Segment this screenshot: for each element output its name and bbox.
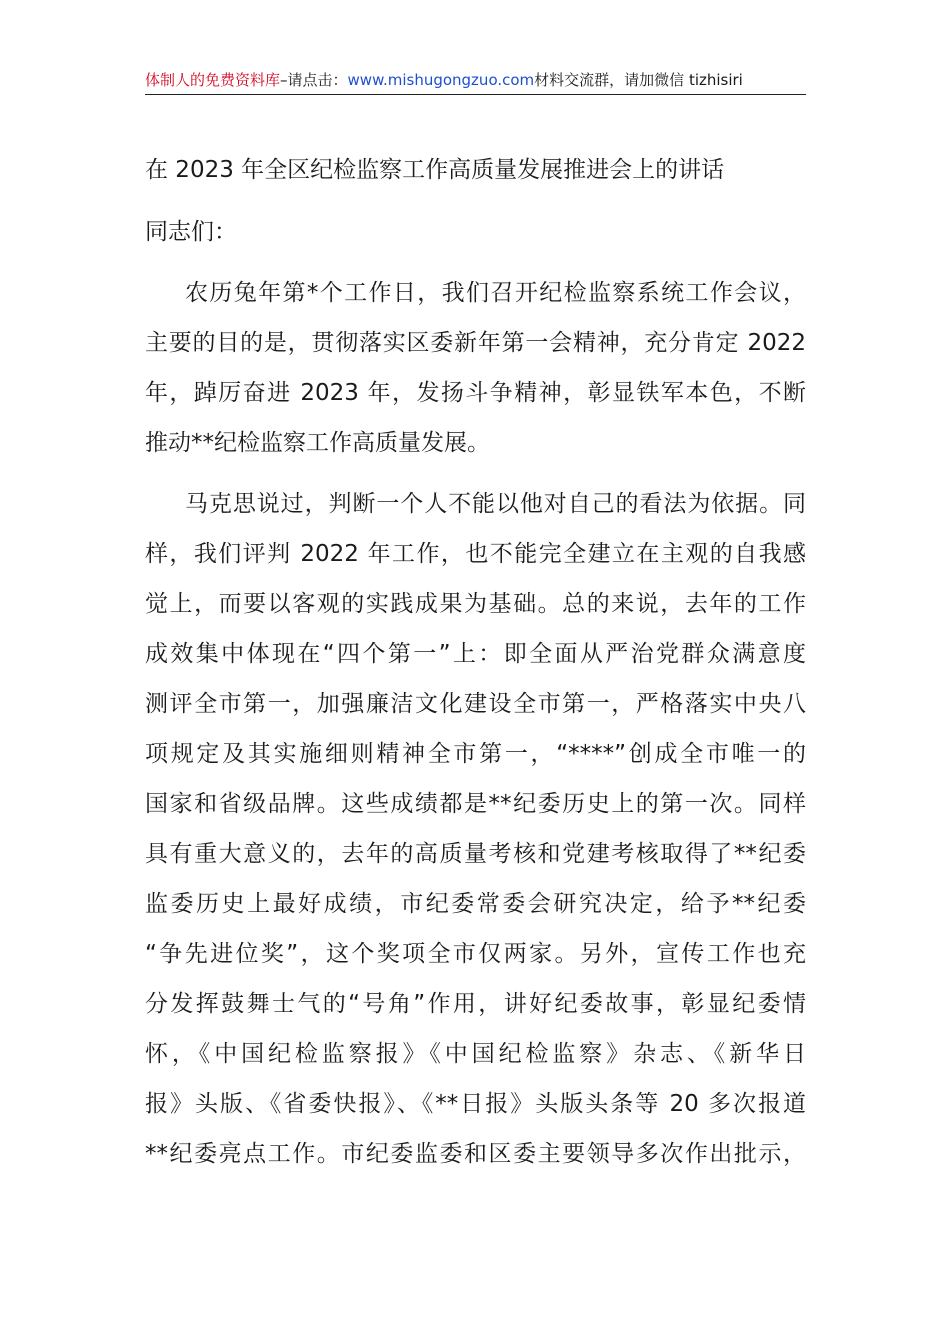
paragraph-line: 主要的目的是，贯彻落实区委新年第一会精神，充分肯定 2022 [145,330,806,356]
paragraph-line: 马克思说过，判断一个人不能以他对自己的看法为依据。同 [185,491,806,517]
document-title: 在 2023 年全区纪检监察工作高质量发展推进会上的讲话 [145,157,725,183]
paragraph-line: 推动**纪检监察工作高质量发展。 [145,430,490,456]
header-prompt: –请点击： [280,71,348,89]
paragraph-line: 监委历史上最好成绩，市纪委常委会研究决定，给予**纪委 [145,891,806,917]
header-link[interactable]: www.mishugongzuo.com [347,71,535,89]
paragraph-line: 国家和省级品牌。这些成绩都是**纪委历史上的第一次。同样 [145,791,806,817]
paragraph-line: 测评全市第一，加强廉洁文化建设全市第一，严格落实中央八 [145,691,806,717]
paragraph-line: 怀，《中国纪检监察报》《中国纪检监察》杂志、《新华日 [145,1041,806,1067]
page-header [145,66,806,95]
salutation: 同志们： [145,219,237,245]
paragraph-line: “争先进位奖”，这个奖项全市仅两家。另外，宣传工作也充 [145,941,806,967]
paragraph-line: 项规定及其实施细则精神全市第一，“****”创成全市唯一的 [145,741,806,767]
paragraph-line: 成效集中体现在“四个第一”上：即全面从严治党群众满意度 [145,641,806,667]
header-brand: 体制人的免费资料库 [145,71,281,89]
paragraph-line: 样，我们评判 2022 年工作，也不能完全建立在主观的自我感 [145,541,806,567]
paragraph-line: **纪委亮点工作。市纪委监委和区委主要领导多次作出批示， [145,1141,806,1167]
paragraph-line: 年，踔厉奋进 2023 年，发扬斗争精神，彰显铁军本色，不断 [145,380,806,406]
paragraph-line: 分发挥鼓舞士气的“号角”作用，讲好纪委故事，彰显纪委情 [145,991,806,1017]
paragraph-line: 农历兔年第*个工作日，我们召开纪检监察系统工作会议， [185,280,806,306]
paragraph-1 [145,268,806,468]
paragraph-line: 具有重大意义的，去年的高质量考核和党建考核取得了**纪委 [145,841,806,867]
paragraph-line: 报》头版、《省委快报》、《**日报》头版头条等 20 多次报道 [145,1091,806,1117]
paragraph-2 [145,479,806,1179]
paragraph-line: 觉上，而要以客观的实践成果为基础。总的来说，去年的工作 [145,591,806,617]
header-contact: 材料交流群，请加微信 tizhisiri [534,71,743,89]
